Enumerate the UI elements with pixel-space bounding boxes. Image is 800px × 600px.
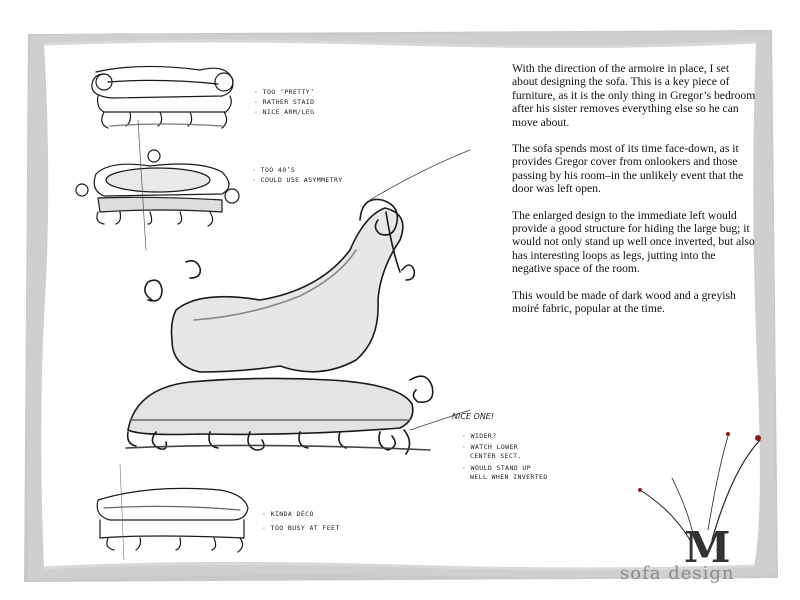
paragraph-4: This would be made of dark wood and a greyish moiré fabric, popular at the time. — [512, 288, 736, 316]
note-sketch1-1: · TOO ‘PRETTY’ — [254, 88, 315, 96]
monogram-letter: M — [684, 523, 731, 572]
note-sketch4-1: · KINDA DÉCO — [262, 510, 314, 518]
description-text — [512, 62, 757, 329]
note-sketch2-2: · COULD USE ASYMMETRY — [252, 176, 343, 184]
note-sketch4-2: · TOO BUSY AT FEET — [262, 524, 340, 532]
note-sketch3-5: WELL WHEN INVERTED — [470, 473, 548, 481]
sketch-4 — [97, 464, 248, 560]
note-sketch1-2: · RATHER STAID — [254, 98, 315, 106]
page-title: sofa design — [620, 563, 735, 584]
note-sketch3-3: CENTER SECT. — [470, 452, 522, 460]
paragraph-3: The enlarged design to the immediate left would provide a good structure for hiding the large bug; it would not only stand up well once inverted, but also has interesting loops as legs, jutting into the negative space of the room. — [512, 208, 755, 276]
note-sketch3-1: · WIDER? — [462, 432, 497, 440]
note-sketch1-3: · NICE ARM/LEG — [254, 108, 315, 116]
paragraph-1: With the direction of the armoire in place, I set about designing the sofa. This is a key piece of furniture, as it is the only thing in Gregor’s bedroom after his sister removes everything else so he can move about. — [512, 62, 756, 129]
sketch-3 — [126, 150, 470, 454]
paragraph-2: The sofa spends most of its time face-down, as it provides Gregor cover from onlookers and those passing by his room–in the unlikely event that the door was left open. — [512, 142, 744, 196]
note-sketch3-2: · WATCH LOWER — [462, 443, 519, 451]
sketch-2 — [76, 120, 239, 250]
note-sketch3-4: · WOULD STAND UP — [462, 464, 532, 472]
note-sketch3-heading: NICE ONE! — [452, 412, 495, 421]
sketch-1 — [92, 66, 233, 128]
note-sketch2-1: · TOO 40’S — [252, 166, 296, 174]
